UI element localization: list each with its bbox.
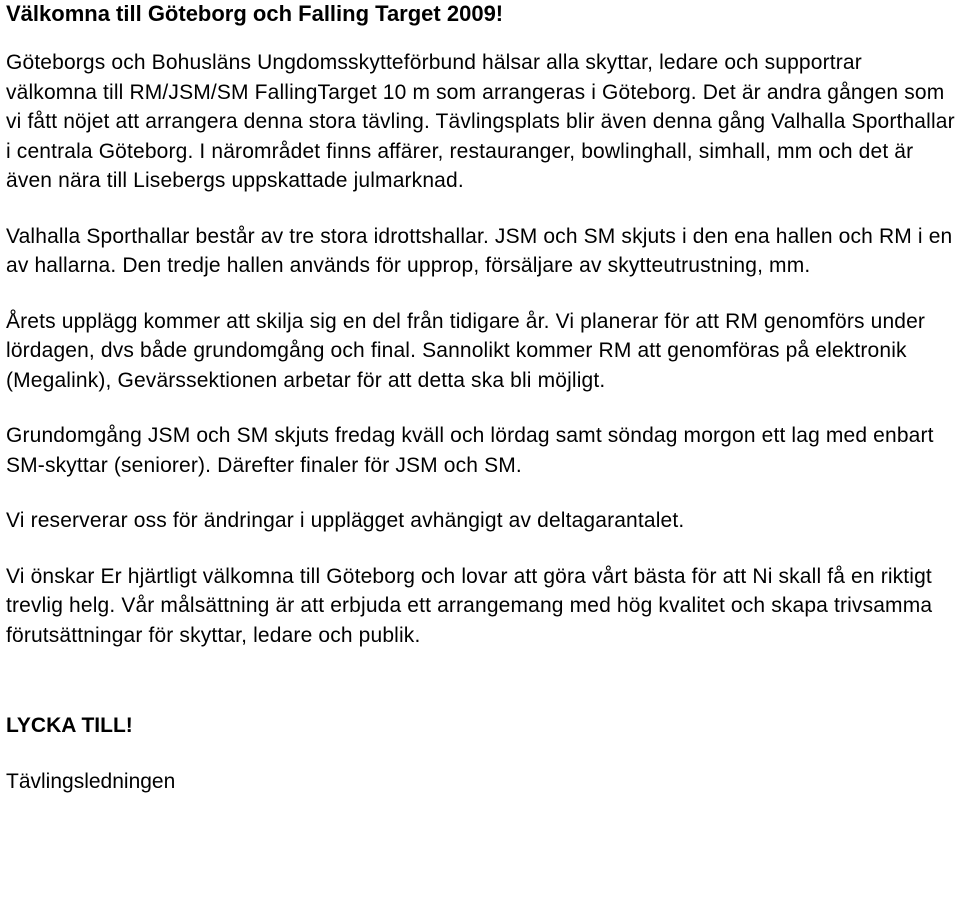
paragraph-venue: Valhalla Sporthallar består av tre stora idrottshallar. JSM och SM skjuts i den ena hallen och RM i en av hallarna. Den tredje hallen används för upprop, försäljare av skytteutrustning, mm. bbox=[6, 224, 953, 277]
document-title: Välkomna till Göteborg och Falling Target 2009! bbox=[6, 1, 504, 26]
paragraph-qualification: Grundomgång JSM och SM skjuts fredag kväll och lördag samt söndag morgon ett lag med enbart SM-skyttar (seniorer). Därefter finaler för JSM och SM. bbox=[6, 424, 934, 477]
paragraph-welcome: Vi önskar Er hjärtligt välkomna till Göteborg och lovar att göra vårt bästa för att Ni skall få en riktigt trevlig helg. Vår målsättning är att erbjuda ett arrangemang med hög kvalitet och skapa trivsamma förutsättningar för skyttar, ledare och publik. bbox=[6, 564, 933, 647]
paragraph-reservation: Vi reserverar oss för ändringar i upplägget avhängigt av deltagarantalet. bbox=[6, 509, 685, 532]
paragraph-intro: Göteborgs och Bohusläns Ungdomsskytteförbund hälsar alla skyttar, ledare och supportrar välkomna till RM/JSM/SM FallingTarget 10 m som arrangeras i Göteborg. Det är andra gången som vi fått nöjet att arrangera denna stora tävling. Tävlingsplats blir även denna gång Valhalla Sporthallar i centrala Göteborg. I närområdet finns affärer, restauranger, bowlinghall, simhall, mm och det är även nära till Lisebergs uppskattade julmarknad. bbox=[6, 51, 955, 192]
signature: Tävlingsledningen bbox=[6, 770, 176, 793]
document-page bbox=[6, 0, 956, 796]
paragraph-schedule: Årets upplägg kommer att skilja sig en del från tidigare år. Vi planerar för att RM genomförs under lördagen, dvs både grundomgång och final. Sannolikt kommer RM att genomföras på elektronik (Megalink), Gevärssektionen arbetar för att detta ska bli möjligt. bbox=[6, 309, 926, 392]
closing-text: LYCKA TILL! bbox=[6, 714, 133, 737]
